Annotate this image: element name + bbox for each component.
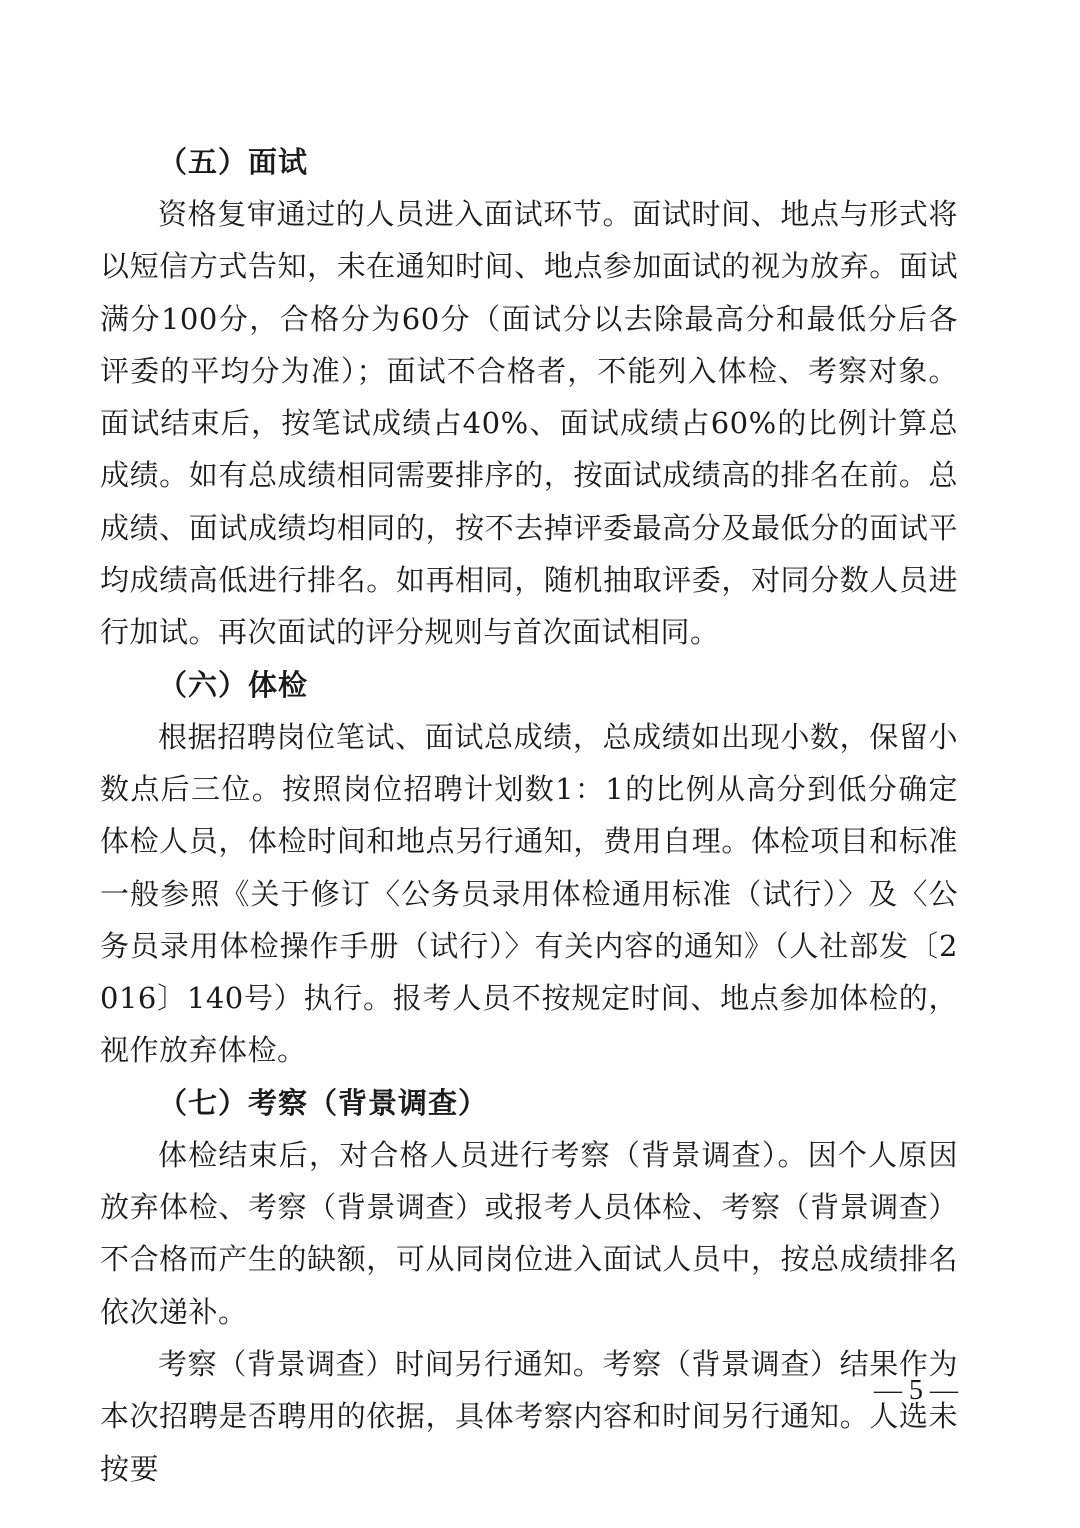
- paragraph-background-check-2: 考察（背景调查）时间另行通知。考察（背景调查）结果作为本次招聘是否聘用的依据，具体考察内容和时间另行通知。人选未按要: [100, 1346, 958, 1486]
- paragraph-physical-exam: 根据招聘岗位笔试、面试总成绩，总成绩如出现小数，保留小数点后三位。按照岗位招聘计划数1：1的比例从高分到低分确定体检人员，体检时间和地点另行通知，费用自理。体检项目和标准一般参照《关于修订〈公务员录用体检通用标准（试行）〉及〈公务员录用体检操作手册（试行）〉有关内容的通知》（人社部发〔2016〕140号）执行。报考人员不按规定时间、地点参加体检的，视作放弃体检。: [100, 719, 958, 1068]
- paragraph-interview: 资格复审通过的人员进入面试环节。面试时间、地点与形式将以短信方式告知，未在通知时间、地点参加面试的视为放弃。面试满分100分，合格分为60分（面试分以去除最高分和最低分后各评委的平均分为准）；面试不合格者，不能列入体检、考察对象。面试结束后，按笔试成绩占40%、面试成绩占60%的比例计算总成绩。如有总成绩相同需要排序的，按面试成绩高的排名在前。总成绩、面试成绩均相同的，按不去掉评委最高分及最低分的面试平均成绩高低进行排名。如再相同，随机抽取评委，对同分数人员进行加试。再次面试的评分规则与首次面试相同。: [100, 197, 958, 650]
- section-heading-interview: （五）面试: [158, 145, 309, 179]
- document-body: [100, 136, 958, 1495]
- page-number: — 5 —: [874, 1375, 958, 1406]
- section-heading-background-check: （七）考察（背景调查）: [158, 1085, 489, 1120]
- section-heading-physical-exam: （六）体检: [158, 667, 309, 702]
- paragraph-background-check-1: 体检结束后，对合格人员进行考察（背景调查）。因个人原因放弃体检、考察（背景调查）或报考人员体检、考察（背景调查）不合格而产生的缺额，可从同岗位进入面试人员中，按总成绩排名依次递补。: [100, 1137, 958, 1329]
